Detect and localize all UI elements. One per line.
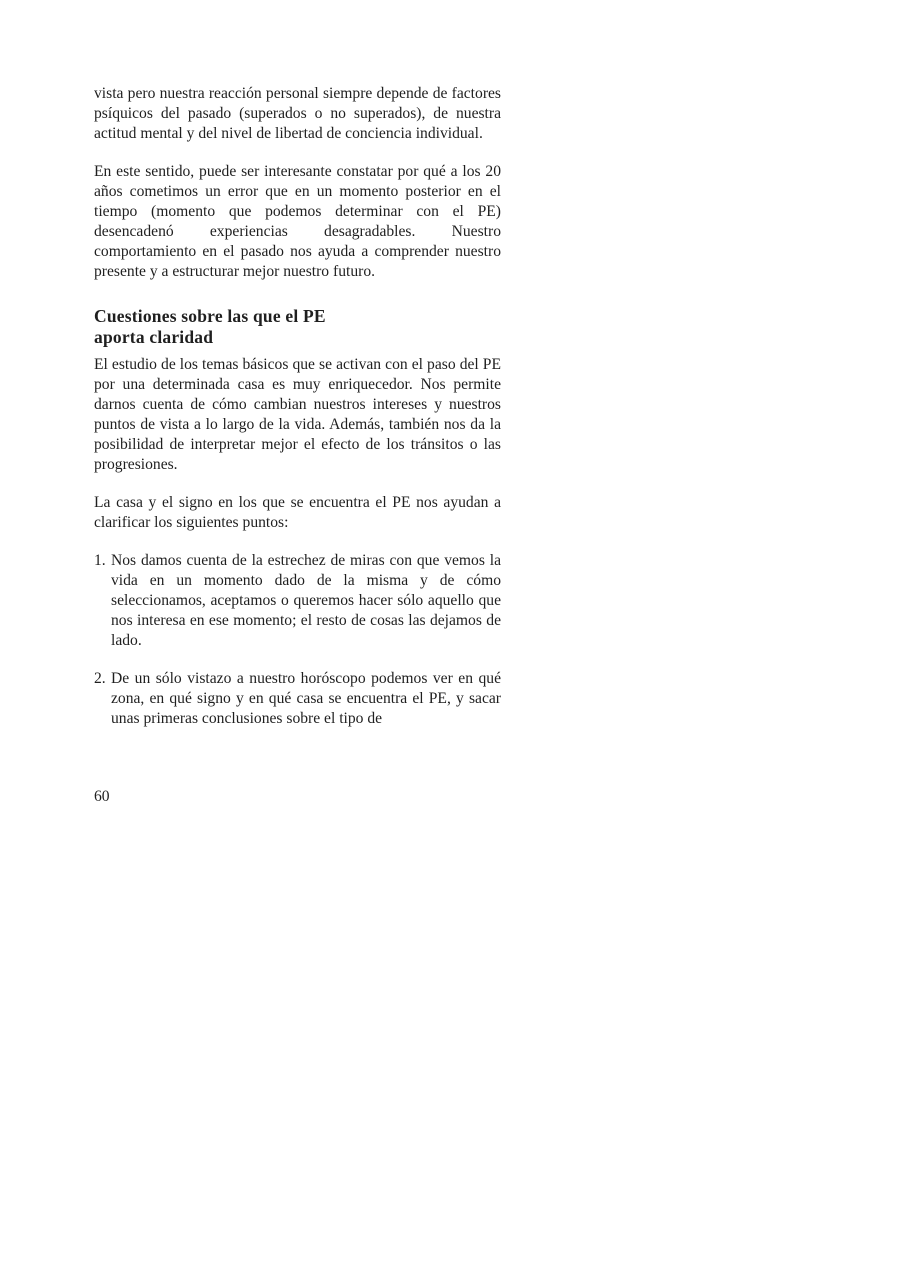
- list-item-number: 2.: [94, 670, 106, 687]
- body-paragraph: En este sentido, puede ser interesante constatar por qué a los 20 años cometimos un error que en un momento posterior en el tiempo (momento que podemos determinar con el PE) desencadenó experiencias desagradables. Nuestro comportamiento en el pasado nos ayuda a comprender nuestro presente y a estructurar mejor nuestro futuro.: [94, 163, 501, 280]
- numbered-list: [94, 551, 501, 729]
- list-item-number: 1.: [94, 552, 106, 569]
- list-item-text: De un sólo vistazo a nuestro horóscopo podemos ver en qué zona, en qué signo y en qué casa se encuentra el PE, y sacar unas primeras conclusiones sobre el tipo de: [111, 670, 501, 727]
- list-item-text: Nos damos cuenta de la estrechez de miras con que vemos la vida en un momento dado de la misma y de cómo seleccionamos, aceptamos o queremos hacer sólo aquello que nos interesa en ese momento; el resto de cosas las dejamos de lado.: [111, 552, 501, 649]
- section-heading-line: aporta claridad: [94, 327, 214, 347]
- body-paragraph: El estudio de los temas básicos que se activan con el paso del PE por una determinada casa es muy enriquecedor. Nos permite darnos cuenta de cómo cambian nuestros intereses y nuestros puntos de vista a lo largo de la vida. Además, también nos da la posibilidad de interpretar mejor el efecto de los tránsitos o las progresiones.: [94, 356, 501, 473]
- page-number: 60: [94, 788, 110, 805]
- body-paragraph: vista pero nuestra reacción personal siempre depende de factores psíquicos del pasado (superados o no superados), de nuestra actitud mental y del nivel de libertad de conciencia individual.: [94, 85, 501, 142]
- list-item: [94, 669, 501, 729]
- section-heading-line: Cuestiones sobre las que el PE: [94, 306, 326, 326]
- list-item: [94, 551, 501, 651]
- section-heading: [94, 306, 394, 348]
- page-body: [94, 84, 501, 747]
- body-paragraph: La casa y el signo en los que se encuentra el PE nos ayudan a clarificar los siguientes puntos:: [94, 494, 501, 531]
